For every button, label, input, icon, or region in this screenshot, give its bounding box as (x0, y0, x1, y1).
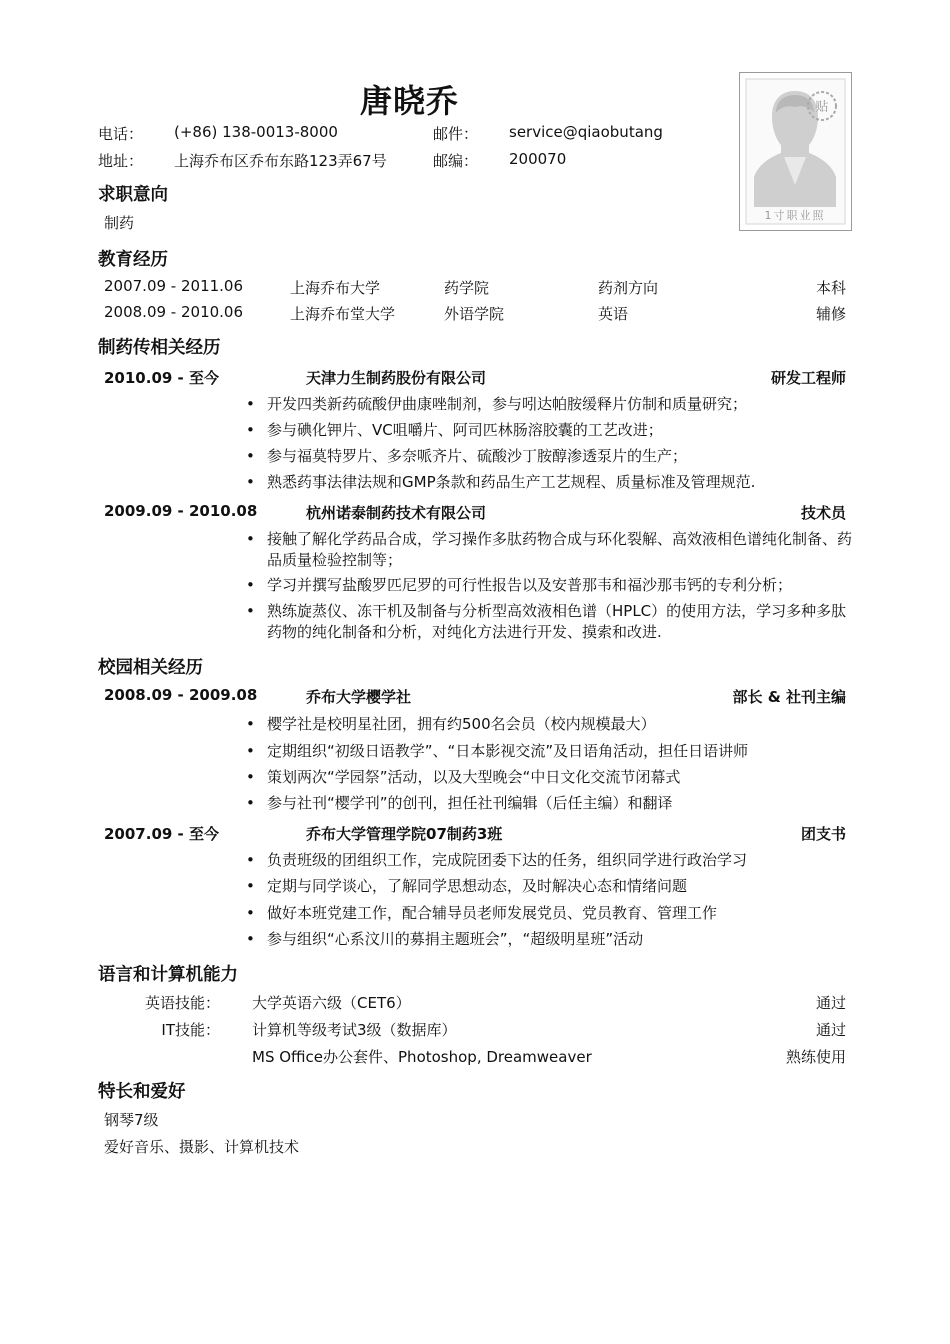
bullet-dot-icon: • (246, 851, 255, 869)
bullet-item: • 策划两次“学园祭”活动，以及大型晚会“中日文化交流节闭幕式 (246, 768, 681, 786)
photo-placeholder (739, 72, 852, 231)
bullet-dot-icon: • (246, 602, 255, 620)
bullet-dot-icon: • (246, 742, 255, 760)
skill-item: MS Office办公套件、Photoshop, Dreamweaver (252, 1048, 592, 1066)
education-college: 药学院 (444, 279, 490, 297)
campus-period: 2007.09 - 至今 (104, 825, 219, 843)
section-campus-title: 校园相关经历 (98, 658, 203, 678)
education-period: 2008.09 - 2010.06 (104, 303, 244, 321)
job-period: 2009.09 - 2010.08 (104, 502, 258, 520)
section-skills-title: 语言和计算机能力 (98, 965, 238, 985)
person-silhouette-icon (740, 73, 851, 230)
job-role: 技术员 (800, 504, 846, 522)
campus-org: 乔布大学樱学社 (306, 688, 412, 706)
education-school: 上海乔布大学 (290, 279, 381, 297)
skill-label: 英语技能： (144, 994, 220, 1012)
zip-value: 200070 (509, 150, 567, 168)
phone-label: 电话： (98, 125, 144, 143)
bullet-item: • 熟悉药事法律法规和GMP条款和药品生产工艺规程、质量标准及管理规范. (246, 473, 756, 491)
education-major: 药剂方向 (598, 279, 659, 297)
objective-text: 制药 (104, 214, 135, 232)
job-role: 研发工程师 (770, 369, 846, 387)
email-label: 邮件： (433, 125, 479, 143)
job-company: 杭州诺泰制药技术有限公司 (306, 504, 487, 522)
section-pharma-title: 制药传相关经历 (98, 338, 221, 358)
skill-level: 熟练使用 (785, 1048, 846, 1066)
section-objective-title: 求职意向 (98, 185, 168, 205)
campus-role: 部长 & 社刊主编 (732, 688, 846, 706)
bullet-dot-icon: • (246, 794, 255, 812)
phone-value: (+86) 138-0013-8000 (174, 123, 338, 141)
campus-org: 乔布大学管理学院07制药3班 (306, 825, 503, 843)
bullet-dot-icon: • (246, 421, 255, 439)
education-degree: 辅修 (815, 305, 846, 323)
address-value: 上海乔布区乔布东路123弄67号 (174, 152, 387, 170)
candidate-name: 唐晓乔 (360, 82, 460, 120)
bullet-item: • 定期组织“初级日语教学”、“日本影视交流”及日语角活动，担任日语讲师 (246, 742, 749, 760)
education-degree: 本科 (815, 279, 846, 297)
bullet-item: • 参与福莫特罗片、多奈哌齐片、硫酸沙丁胺醇渗透泵片的生产； (246, 447, 688, 465)
campus-role: 团支书 (800, 825, 846, 843)
bullet-dot-icon: • (246, 530, 255, 548)
bullet-item: • 熟练旋蒸仪、冻干机及制备与分析型高效液相色谱（HPLC）的使用方法，学习多种多肽药物的纯化制备和分析，对纯化方法进行开发、摸索和改进. (246, 602, 847, 641)
bullet-item: • 参与碘化钾片、VC咀嚼片、阿司匹林肠溶胶囊的工艺改进； (246, 421, 663, 439)
job-company: 天津力生制药股份有限公司 (306, 369, 487, 387)
bullet-item: • 参与社刊“樱学刊”的创刊，担任社刊编辑（后任主编）和翻译 (246, 794, 673, 812)
bullet-item: • 樱学社是校明星社团，拥有约500名会员（校内规模最大） (246, 715, 656, 733)
skill-level: 通过 (815, 994, 846, 1012)
section-education-title: 教育经历 (98, 250, 168, 270)
photo-caption: 1寸职业照 (764, 209, 826, 222)
education-school: 上海乔布堂大学 (290, 305, 396, 323)
bullet-item: • 参与组织“心系汶川的募捐主题班会”，“超级明星班”活动 (246, 930, 644, 948)
bullet-item: • 负责班级的团组织工作，完成院团委下达的任务，组织同学进行政治学习 (246, 851, 748, 869)
education-college: 外语学院 (444, 305, 505, 323)
campus-period: 2008.09 - 2009.08 (104, 686, 258, 704)
skill-item: 大学英语六级（CET6） (252, 994, 411, 1012)
address-label: 地址： (98, 152, 144, 170)
bullet-item: • 做好本班党建工作，配合辅导员老师发展党员、党员教育、管理工作 (246, 904, 718, 922)
hobby-item: 钢琴7级 (104, 1111, 159, 1129)
bullet-dot-icon: • (246, 768, 255, 786)
skill-level: 通过 (815, 1021, 846, 1039)
education-period: 2007.09 - 2011.06 (104, 277, 244, 295)
education-major: 英语 (598, 305, 629, 323)
skill-label: IT技能： (161, 1021, 220, 1039)
photo-stamp: 贴 (815, 100, 829, 115)
bullet-item: • 开发四类新药硫酸伊曲康唑制剂，参与吲达帕胺缓释片仿制和质量研究； (246, 395, 748, 413)
bullet-dot-icon: • (246, 715, 255, 733)
bullet-dot-icon: • (246, 877, 255, 895)
hobby-item: 爱好音乐、摄影、计算机技术 (104, 1138, 300, 1156)
bullet-item: • 接触了解化学药品合成，学习操作多肽药物合成与环化裂解、高效液相色谱纯化制备、药品质量检验控制等； (246, 530, 853, 569)
bullet-dot-icon: • (246, 473, 255, 491)
job-period: 2010.09 - 至今 (104, 369, 219, 387)
bullet-dot-icon: • (246, 447, 255, 465)
skill-item: 计算机等级考试3级（数据库） (252, 1021, 457, 1039)
bullet-dot-icon: • (246, 395, 255, 413)
zip-label: 邮编： (433, 152, 479, 170)
bullet-dot-icon: • (246, 904, 255, 922)
bullet-dot-icon: • (246, 930, 255, 948)
bullet-item: • 定期与同学谈心，了解同学思想动态，及时解决心态和情绪问题 (246, 877, 688, 895)
section-hobbies-title: 特长和爱好 (98, 1082, 186, 1102)
email-value: service@qiaobutang (509, 123, 663, 141)
bullet-dot-icon: • (246, 576, 255, 594)
bullet-item: • 学习并撰写盐酸罗匹尼罗的可行性报告以及安普那韦和福沙那韦钙的专利分析； (246, 576, 793, 594)
